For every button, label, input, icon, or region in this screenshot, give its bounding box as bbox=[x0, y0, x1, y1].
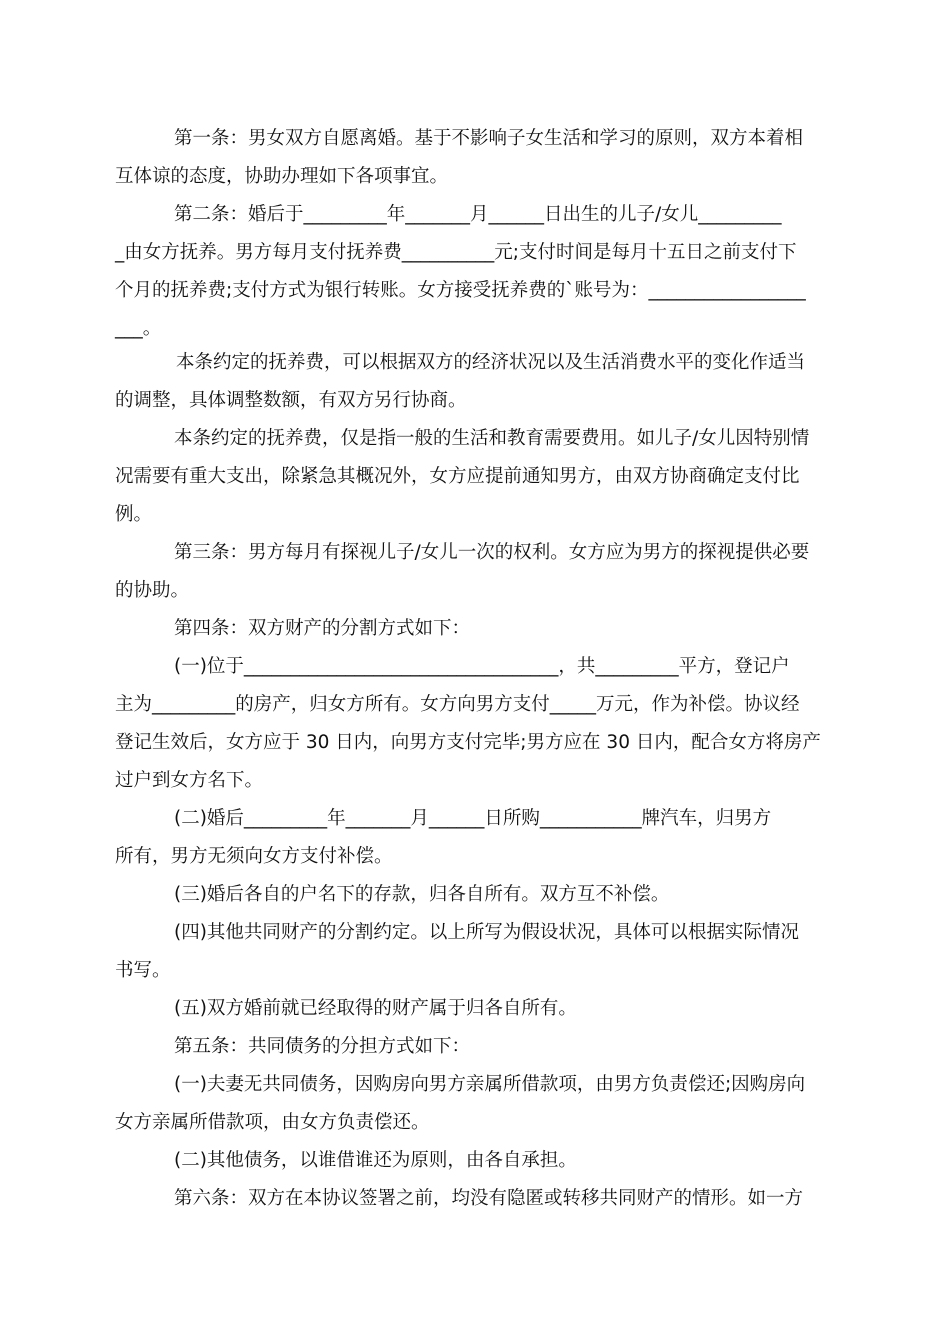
clause-4-item-1-line-1: (一)位于__________________________________，共_________平方，登记户 bbox=[174, 656, 790, 677]
clause-4-item-1-line-4: 过户到女方名下。 bbox=[115, 770, 264, 791]
support-scope-line-1: 本条约定的抚养费，仅是指一般的生活和教育需要费用。如儿子/女儿因特别情 bbox=[174, 428, 810, 449]
clause-3-line-1: 第三条：男方每月有探视儿子/女儿一次的权利。女方应为男方的探视提供必要 bbox=[174, 542, 810, 563]
clause-6-line-1: 第六条：双方在本协议签署之前，均没有隐匿或转移共同财产的情形。如一方 bbox=[174, 1188, 804, 1209]
clause-5-item-2: (二)其他债务，以谁借谁还为原则，由各自承担。 bbox=[174, 1150, 577, 1171]
clause-4-item-4-line-2: 书写。 bbox=[115, 960, 171, 981]
clause-1-line-2: 互体谅的态度，协助办理如下各项事宜。 bbox=[115, 166, 449, 187]
clause-5-item-1-line-1: (一)夫妻无共同债务，因购房向男方亲属所借款项，由男方负责偿还;因购房向 bbox=[174, 1074, 806, 1095]
clause-4-item-3: (三)婚后各自的户名下的存款，归各自所有。双方互不补偿。 bbox=[174, 884, 670, 905]
support-scope-line-3: 例。 bbox=[115, 504, 153, 525]
clause-4-item-2-line-2: 所有，男方无须向女方支付补偿。 bbox=[115, 846, 393, 867]
clause-4-item-4-line-1: (四)其他共同财产的分割约定。以上所写为假设状况，具体可以根据实际情况 bbox=[174, 922, 799, 943]
clause-4-item-1-line-3: 登记生效后，女方应于 30 日内，向男方支付完毕;男方应在 30 日内，配合女方将房产 bbox=[115, 732, 821, 753]
clause-5-item-1-line-2: 女方亲属所借款项，由女方负责偿还。 bbox=[115, 1112, 430, 1133]
clause-2-line-1: 第二条：婚后于_________年_______月______日出生的儿子/女儿_________ bbox=[174, 204, 782, 225]
clause-2-line-3: 个月的抚养费;支付方式为银行转账。女方接受抚养费的`账号为：_________________ bbox=[115, 280, 806, 301]
support-adjust-line-2: 的调整，具体调整数额，有双方另行协商。 bbox=[115, 390, 467, 411]
support-adjust-line-1: 本条约定的抚养费，可以根据双方的经济状况以及生活消费水平的变化作适当 bbox=[176, 352, 806, 373]
clause-4-item-1-line-2: 主为_________的房产，归女方所有。女方向男方支付_____万元，作为补偿。协议经 bbox=[115, 694, 800, 715]
clause-1-line-1: 第一条：男女双方自愿离婚。基于不影响子女生活和学习的原则，双方本着相 bbox=[174, 128, 804, 149]
clause-4-heading: 第四条：双方财产的分割方式如下： bbox=[174, 618, 471, 639]
support-scope-line-2: 况需要有重大支出，除紧急其概况外，女方应提前通知男方，由双方协商确定支付比 bbox=[115, 466, 800, 487]
clause-2-line-2: _由女方抚养。男方每月支付抚养费__________元;支付时间是每月十五日之前支付下 bbox=[115, 242, 797, 263]
clause-4-item-2-line-1: (二)婚后_________年_______月______日所购___________牌汽车，归男方 bbox=[174, 808, 772, 829]
clause-3-line-2: 的协助。 bbox=[115, 580, 190, 601]
clause-5-heading: 第五条：共同债务的分担方式如下： bbox=[174, 1036, 471, 1057]
clause-2-line-4: ___。 bbox=[115, 318, 162, 339]
clause-4-item-5: (五)双方婚前就已经取得的财产属于归各自所有。 bbox=[174, 998, 577, 1019]
